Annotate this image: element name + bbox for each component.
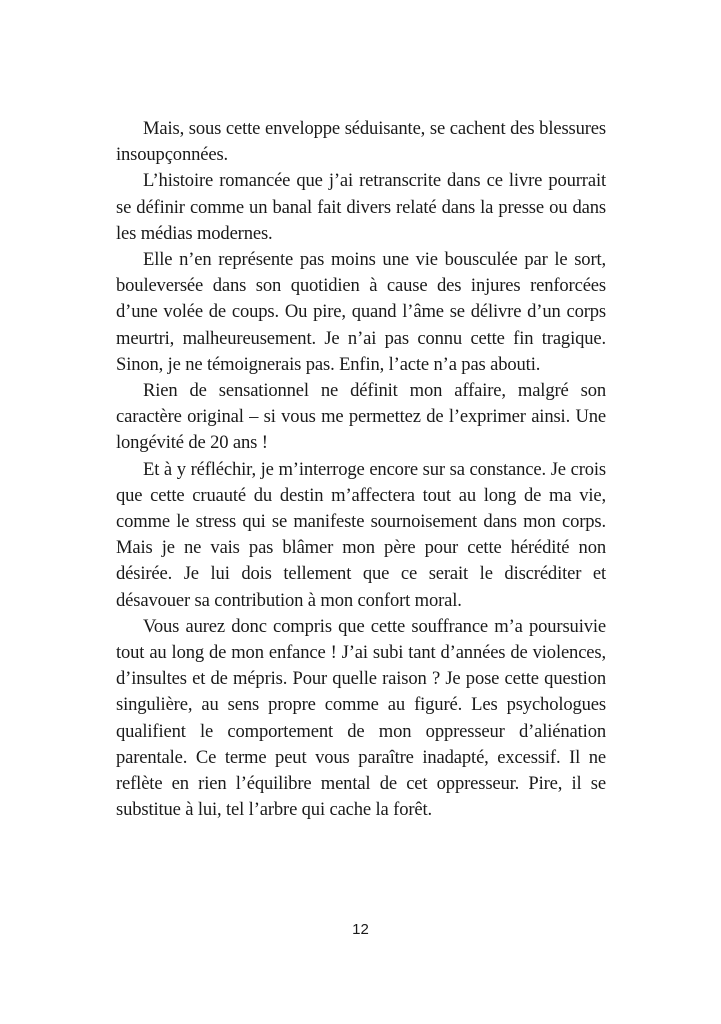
- page-number: 12: [352, 921, 369, 938]
- paragraph: Rien de sensationnel ne définit mon affaire, malgré son caractère original – si vous me permettez de l’exprimer ainsi. Une longévité de 20 ans !: [116, 380, 606, 454]
- paragraph: Et à y réfléchir, je m’interroge encore sur sa constance. Je crois que cette cruauté du destin m’affectera tout au long de ma vie, comme le stress qui se manifeste sournoisement dans mon corps. Mais je ne vais pas blâmer mon père pour cette hérédité non désirée. Je lui dois tellement que ce serait le discréditer et désavouer sa contribution à mon confort moral.: [116, 458, 606, 611]
- paragraph: Mais, sous cette enveloppe séduisante, se cachent des blessures insoupçonnées.: [116, 118, 606, 166]
- paragraph: Elle n’en représente pas moins une vie bousculée par le sort, bouleversée dans son quotidien à cause des injures renforcées d’une volée de coups. Ou pire, quand l’âme se délivre d’un corps meurtri, malheureusement. Je n’ai pas connu cette fin tragique. Sinon, je ne témoignerais pas. Enfin, l’acte n’a pas abouti.: [116, 249, 606, 375]
- body-text: [116, 116, 606, 823]
- paragraph: L’histoire romancée que j’ai retranscrite dans ce livre pourrait se définir comme un banal fait divers relaté dans la presse ou dans les médias modernes.: [116, 170, 606, 244]
- paragraph: Vous aurez donc compris que cette souffrance m’a poursuivie tout au long de mon enfance ! J’ai subi tant d’années de violences, d’insultes et de mépris. Pour quelle raison ? Je pose cette question singulière, au sens propre comme au figuré. Les psychologues qualifient le comportement de mon oppresseur d’aliénation parentale. Ce terme peut vous paraître inadapté, excessif. Il ne reflète en rien l’équilibre mental de cet oppresseur. Pire, il se substitue à lui, tel l’arbre qui cache la forêt.: [116, 615, 606, 821]
